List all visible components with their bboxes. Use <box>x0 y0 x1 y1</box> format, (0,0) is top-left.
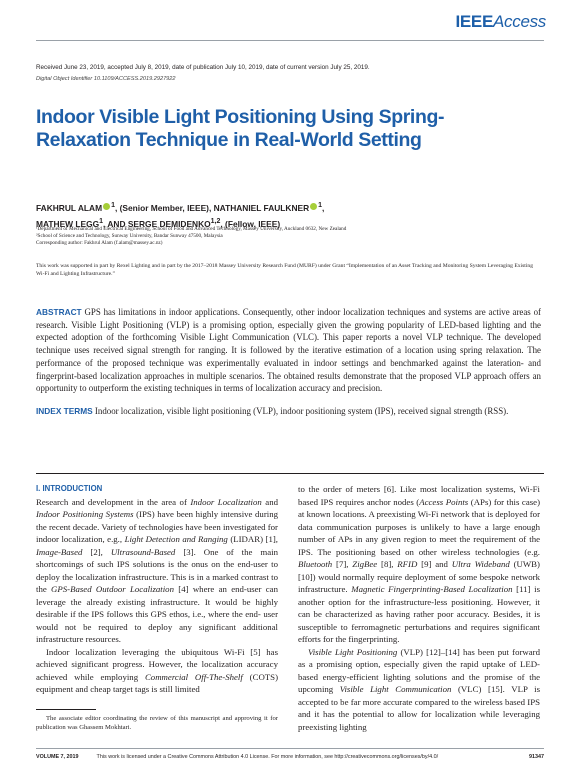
footnote-rule <box>36 709 96 710</box>
corresponding-author: Corresponding author: Fakhrul Alam (f.alam@massey.ac.nz) <box>36 240 163 246</box>
section-rule <box>36 473 544 474</box>
section-heading: I. INTRODUCTION <box>36 484 103 493</box>
abstract <box>36 306 541 418</box>
volume-label: VOLUME 7, 2019 <box>36 754 79 760</box>
author-name: MATHEW LEGG <box>36 218 100 229</box>
author-name: FAKHRUL ALAM <box>36 202 103 213</box>
abstract-heading: ABSTRACT <box>36 307 82 317</box>
footnote: The associate editor coordinating the review of this manuscript and approving it for publication was Ghassem Mokhtari. <box>36 715 278 731</box>
author-list: FAKHRUL ALAM $^1$, (Senior Member, IEEE), NATHANIEL FAULKNER $^1$, MATHEW LEGG$^1$, AND SERGE DEMIDENKO$^{1,2}$, (Fellow, IEEE) <box>36 202 325 229</box>
footer-rule <box>36 748 544 749</box>
page-number: 91347 <box>529 754 544 760</box>
orcid-icon[interactable] <box>103 203 110 210</box>
abstract-paragraph: ABSTRACT GPS has limitations in indoor applications. Consequently, other indoor localization techniques and systems are active areas of research. Visible Light Positioning (VLP) is a promising option, especially given the growing popularity of LED-based lighting and the expected adoption of the forthcoming Visible Light Communication (VLC). This paper reports a novel VLP technique. The developed technique uses received signal strength for ranging. It is followed by the iterative estimation of a location using spring relaxation. The performance of the proposed technique was experimentally evaluated in indoor settings and benchmarked against the lateration- and fingerprint-based localization approaches in multiple scenarios. The obtained results demonstrate that the proposed VLP approach offers an opportunity to outperform the existing techniques in terms of localization accuracy and precision. <box>36 307 541 394</box>
funding-note: This work was supported in part by Rexel Lighting and in part by the 2017–2018 Massey University Research Fund (MURF) under Grant “Implementation of an Asset Tracking and Monitoring System Leveraging Existing Wi-Fi and Lighting Infrastructure.” <box>36 263 533 277</box>
body-paragraph: Indoor localization leveraging the ubiquitous Wi-Fi [5] has achieved significant progress. However, the localization accuracy achieved while employing Commercial Off-The-Shelf (COTS) equipment and cheap target tags is still limited <box>36 646 279 694</box>
received-dates: Received June 23, 2019, accepted July 8, 2019, date of publication July 10, 2019, date of current version July 25, 2019. <box>36 64 370 71</box>
ieee-access-logo: IEEEAccess <box>455 12 546 31</box>
column-right <box>298 483 540 733</box>
affiliation-2: ²School of Science and Technology, Sunway University, Bandar Sunway 47500, Malaysia <box>36 233 223 239</box>
index-terms: INDEX TERMS Indoor localization, visible light positioning (VLP), indoor positioning system (IPS), received signal strength (RSS). <box>36 405 509 416</box>
column-left <box>36 483 278 696</box>
affiliation-1: ¹Department of Mechanical and Electrical Engineering, School of Food and Advanced Technology, Massey University, Auckland 0632, New Zealand <box>36 226 347 232</box>
orcid-icon[interactable] <box>310 203 317 210</box>
license-text[interactable]: This work is licensed under a Creative Commons Attribution 4.0 License. For more information, see http://creativecommons.org/licenses/by/4.0/ <box>96 754 439 760</box>
page-footer <box>36 754 544 760</box>
index-terms-heading: INDEX TERMS <box>36 405 93 416</box>
doi: Digital Object Identifier 10.1109/ACCESS.2019.2927922 <box>36 76 176 82</box>
affiliations <box>36 226 496 247</box>
body-paragraph: to the order of meters [6]. Like most localization systems, Wi-Fi based IPS requires anchor nodes (Access Points (APs) for this case) at known locations. A preexisting Wi-Fi network that is deployed for data communication purposes is unlikely to have a large enough number of APs in any given region to meet the requirement of the IPS. The positioning based on other wireless technologies (e.g. Bluetooth [7], ZigBee [8], RFID [9] and Ultra Wideband (UWB) [10]) would normally require deployment of some bespoke network infrastructure. Magnetic Fingerprinting-Based Localization [11] is another option for the infrastructure-less positioning. However, it can be characterized as having rather poor accuracy. Besides, it is susceptible to ferromagnetic perturbations and requires significant efforts for the fingerprinting. <box>298 484 541 644</box>
body-paragraph: Visible Light Positioning (VLP) [12]–[14] has been put forward as a promising option, especially given the rapid uptake of LED-based energy-efficient lighting solutions and the promise of the upcoming Visible Light Communication (VLC) [15]. VLP is accepted to be far more accurate compared to the wireless based IPS and it has the potential to allow for localization while leveraging preexisting lighting <box>298 646 540 732</box>
header-rule <box>36 40 544 41</box>
paper-title: Indoor Visible Light Positioning Using Spring-Relaxation Technique in Real-World Setting <box>36 106 445 151</box>
body-paragraph: Research and development in the area of Indoor Localization and Indoor Positioning Systems (IPS) have been highly intensive during the recent decade. Variety of technologies have been investigated for indoor localization, e.g., Light Detection and Ranging (LIDAR) [1], Image-Based [2], Ultrasound-Based [3]. One of the main shortcomings of such IPS solutions is the onus on the end-user to deploy the localization infrastructure. This is in a marked contrast to the GPS-Based Outdoor Localization [4] where an end-user can leverage the already existing infrastructure. It would be highly desirable if the IPS follows this GPS ethos, i.e., where the end- user would not be required to deploy any significant additional infrastructure resources. <box>36 496 278 644</box>
